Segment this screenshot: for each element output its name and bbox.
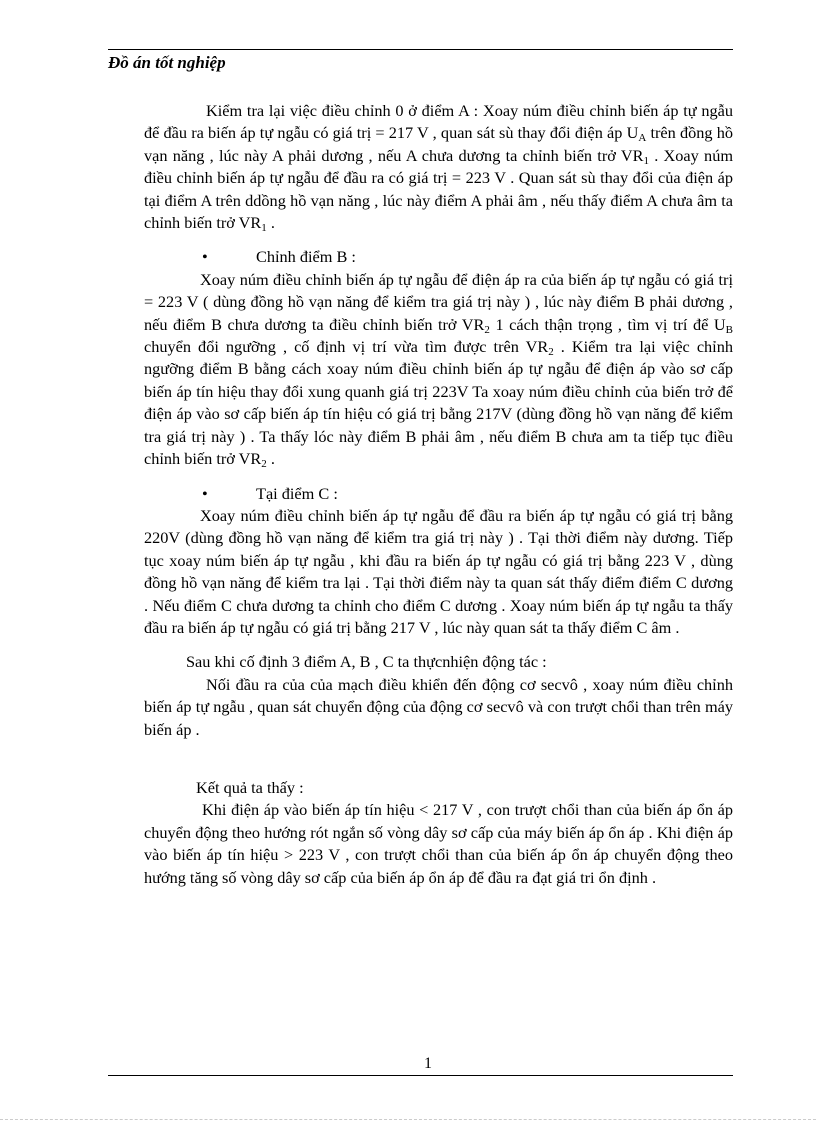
paragraph-point-c: Xoay núm điều chỉnh biến áp tự ngẫu để đầu ra biến áp tự ngẫu có giá trị bằng 220V (dùng đồng hồ vạn năng để kiểm tra giá trị này ) . Tại thời điểm này dương. Tiếp tục xoay núm biến áp tự ngẫu , khi đầu ra biến áp tự ngẫu có giá trị bằng 223 V , dùng đồng hồ vạn năng để kiểm tra lại . Tại thời điểm này ta quan sát thấy điểm điểm C dương . Nếu điểm C chưa dương ta chỉnh cho điểm C dương . Xoay núm biến áp tự ngẫu ta thấy đầu ra biến áp tự ngẫu có giá trị bằng 217 V , lúc này quan sát ta thấy điểm C âm . [144,505,733,637]
header-title: Đồ án tốt nghiệp [108,53,226,72]
page-number: 1 [424,1055,432,1072]
paragraph-connect-motor: Nối đầu ra của của mạch điều khiển đến động cơ secvô , xoay núm điều chỉnh biến áp tự ngẫu , quan sát chuyển động của động cơ secvô và con trượt chổi than trên máy biến áp . [144,674,733,739]
paragraph-check-point-a: Kiểm tra lại việc điều chỉnh 0 ở điểm A : Xoay núm điều chỉnh biến áp tự ngẫu để đầu ra biến áp tự ngẫu có giá trị = 217 V , quan sát sù thay đổi điện áp $U_A$ trên đồng hồ vạn năng , lúc này A phải dương , nếu A chưa dương ta chỉnh biến trở $VR_1$ . Xoay núm điều chỉnh biến áp tự ngẫu để đầu ra có giá trị = 223 V . Quan sát sù thay đổi của điện áp tại điểm A trên ddồng hồ vạn năng , lúc này điểm A phải âm , nếu thấy điểm A chưa âm ta chỉnh biến trở $VR_1$ . [144,101,733,235]
bullet-icon: • [202,247,208,267]
page-edge [0,1119,816,1120]
paragraph-adjust-point-b: Xoay núm điều chỉnh biến áp tự ngẫu để điện áp ra của biến áp tự ngẫu có giá trị = 223 V ( dùng đồng hồ vạn năng để kiểm tra giá trị này ) , lúc này điểm B phải dương , nếu điểm B chưa dương ta điều chỉnh biến trở $VR_2$ 1 cách thận trọng , tìm vị trí để $U_B$ chuyển đổi ngưỡng , cố định vị trí vừa tìm được trên $VR_2$ . Kiểm tra lại việc chỉnh ngưỡng điểm B bằng cách xoay núm điều chỉnh biến áp tự ngẫu để điện áp vào sơ cấp biến áp tín hiệu thay đổi xung quanh giá trị 223V Ta xoay núm điều chỉnh của biến trở để điện áp vào sơ cấp biến áp tín hiệu có giá trị bằng 217V (dùng đồng hồ vạn năng để kiểm tra giá trị này ) . Ta thấy lóc này điểm B phải âm , nếu điểm B chưa am ta tiếp tục điều chỉnh biến trở $VR_2$ . [144,269,733,471]
paragraph-fixed-points-heading: Sau khi cố định 3 điểm A, B , C ta thựcnhiện động tác : [186,652,547,672]
paragraph-result: Khi điện áp vào biến áp tín hiệu < 217 V , con trượt chổi than của biến áp ổn áp chuyển động theo hướng rót ngắn số vòng dây sơ cấp của máy biến áp ổn áp . Khi điện áp vào biến áp tín hiệu > 223 V , con trượt chổi than của biến áp ổn áp chuyển động theo hướng tăng số vòng dây sơ cấp của biến áp ổn áp để đầu ra đạt giá tri ổn định . [144,800,733,887]
document-body [144,100,733,889]
header-rule [108,49,733,50]
paragraph-result-heading: Kết quả ta thấy : [196,777,304,797]
footer-rule [108,1075,733,1076]
bullet-icon: • [202,483,208,503]
bullet-adjust-point-b: • Chỉnh điểm B : [144,246,733,268]
bullet-point-c: • Tại điểm C : [144,483,733,505]
